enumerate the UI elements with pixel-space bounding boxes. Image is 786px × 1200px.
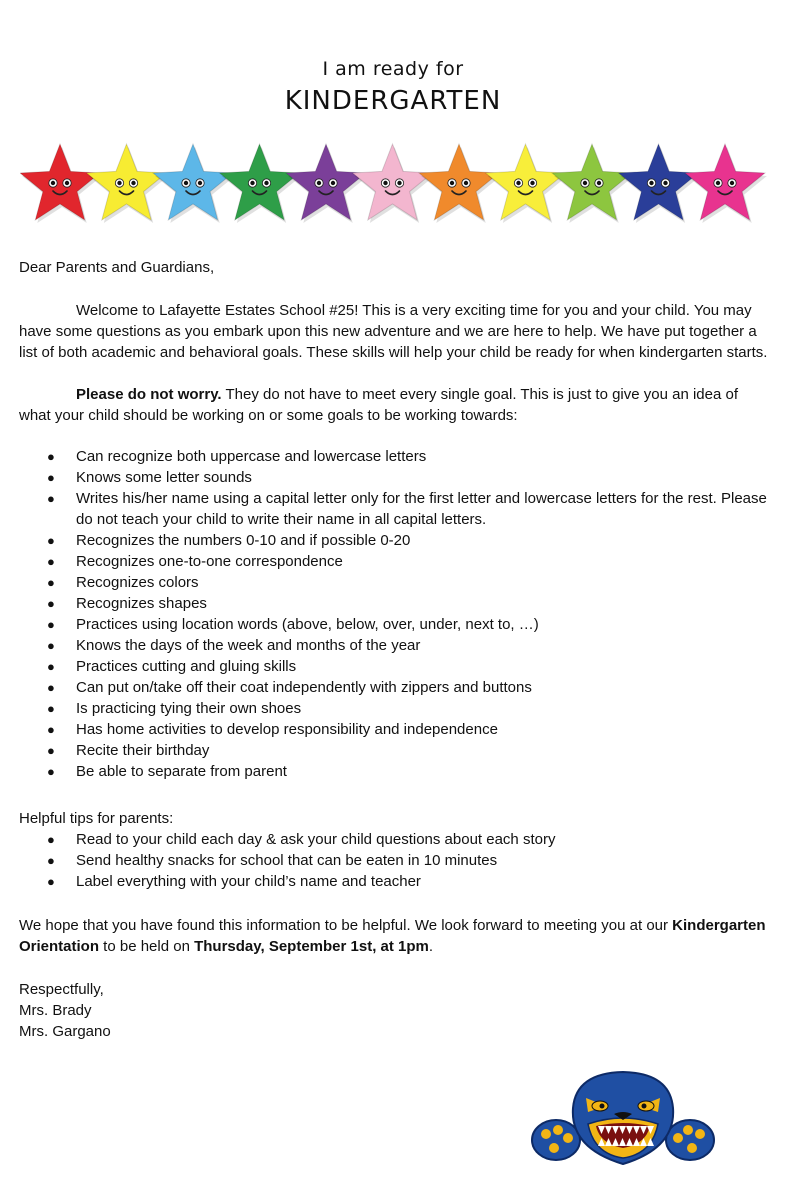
tip-item (19, 829, 771, 850)
bullet-icon: ● (47, 491, 55, 506)
goal-text: Is practicing tying their own shoes (76, 700, 302, 717)
goal-item (19, 635, 771, 656)
tip-item (19, 871, 771, 892)
goal-text: Recite their birthday (76, 742, 210, 759)
star-icon (486, 144, 568, 223)
star-icon (353, 144, 435, 223)
goal-item (19, 761, 771, 782)
title-line-2: KINDERGARTEN (284, 86, 502, 116)
goal-text: Recognizes shapes (76, 595, 207, 612)
goal-text: Be able to separate from parent (76, 763, 287, 780)
goal-text: Knows some letter sounds (76, 469, 252, 486)
star-icon (286, 144, 368, 223)
bullet-icon: ● (47, 449, 55, 464)
bullet-icon: ● (47, 575, 55, 590)
bullet-icon: ● (47, 701, 55, 716)
bullet-icon: ● (47, 722, 55, 737)
greeting: Dear Parents and Guardians, (19, 259, 215, 276)
goal-text: Can recognize both uppercase and lowercase letters (76, 448, 427, 465)
closing-paragraph (19, 915, 771, 957)
goal-item (19, 677, 771, 698)
star-icon (87, 144, 169, 223)
goal-item (19, 488, 771, 530)
goal-item (19, 656, 771, 677)
bullet-icon: ● (47, 659, 55, 674)
goal-text: Recognizes colors (76, 574, 199, 591)
goal-text: Knows the days of the week and months of the year (76, 637, 421, 654)
bullet-icon: ● (47, 680, 55, 695)
tips-heading: Helpful tips for parents: (19, 810, 174, 827)
goal-item (19, 593, 771, 614)
reassurance-bold: Please do not worry. (76, 386, 222, 403)
signoff: Respectfully, (19, 981, 104, 998)
bullet-icon: ● (47, 617, 55, 632)
tips-list (19, 829, 771, 892)
closing-text-c: to be held on (99, 938, 195, 955)
bullet-icon: ● (47, 533, 55, 548)
goal-text: Recognizes one-to-one correspondence (76, 553, 343, 570)
bullet-icon: ● (47, 743, 55, 758)
bullet-icon: ● (47, 596, 55, 611)
goal-item (19, 551, 771, 572)
bullet-icon: ● (47, 832, 55, 847)
bullet-icon: ● (47, 853, 55, 868)
goal-text: Practices using location words (above, below, over, under, next to, …) (76, 616, 539, 633)
star-icon (685, 144, 767, 223)
goal-text: Has home activities to develop responsibility and independence (76, 721, 498, 738)
closing-text-a: We hope that you have found this information to be helpful. We look forward to meeting you at our (19, 917, 673, 934)
star-icon (552, 144, 634, 223)
reassurance-text: They do not have to meet every single goal. This is just to give you an idea of what your child should be working on or some goals to be working towards: (19, 386, 739, 424)
goal-text: Can put on/take off their coat independently with zippers and buttons (76, 679, 532, 696)
goal-item (19, 698, 771, 719)
goal-text: Practices cutting and gluing skills (76, 658, 297, 675)
goal-text: Recognizes the numbers 0-10 and if possible 0-20 (76, 532, 411, 549)
signer-brady: Mrs. Brady (19, 1002, 92, 1019)
star-icon (20, 144, 102, 223)
bullet-icon: ● (47, 554, 55, 569)
star-icon (419, 144, 501, 223)
bullet-icon: ● (47, 470, 55, 485)
star-icon (619, 144, 701, 223)
reassurance-paragraph (19, 384, 771, 426)
star-icon (220, 144, 302, 223)
signature-block (19, 979, 771, 1042)
orientation-date: Thursday, September 1st, at 1pm (194, 938, 429, 955)
star-banner (20, 140, 770, 236)
goal-item (19, 467, 771, 488)
tip-text: Send healthy snacks for school that can be eaten in 10 minutes (76, 852, 498, 869)
signer-gargano: Mrs. Gargano (19, 1023, 111, 1040)
tip-text: Read to your child each day & ask your child questions about each story (76, 831, 556, 848)
goal-item (19, 740, 771, 761)
school-mascot-logo (528, 1068, 718, 1168)
closing-text-e: . (428, 938, 434, 955)
tip-text: Label everything with your child’s name and teacher (76, 873, 421, 890)
goal-item (19, 572, 771, 593)
goal-item (19, 614, 771, 635)
goal-item (19, 446, 771, 467)
bullet-icon: ● (47, 638, 55, 653)
bullet-icon: ● (47, 874, 55, 889)
welcome-paragraph: Welcome to Lafayette Estates School #25! This is a very exciting time for you and your child. You may have some questions as you embark upon this new adventure and we are here to help. We have put together a list of both academic and behavioral goals. These skills will help your child be ready for when kindergarten starts. (19, 302, 768, 361)
orientation-name: Kindergarten Orientation (19, 917, 766, 955)
title-line-1: I am ready for (322, 58, 464, 80)
goals-list (19, 446, 771, 782)
goal-item (19, 719, 771, 740)
goal-item (19, 530, 771, 551)
bullet-icon: ● (47, 764, 55, 779)
goal-text: Writes his/her name using a capital letter only for the first letter and lowercase letters for the rest. Please do not teach your child to write their name in all capital letters. (76, 490, 767, 528)
star-icon (153, 144, 235, 223)
tip-item (19, 850, 771, 871)
